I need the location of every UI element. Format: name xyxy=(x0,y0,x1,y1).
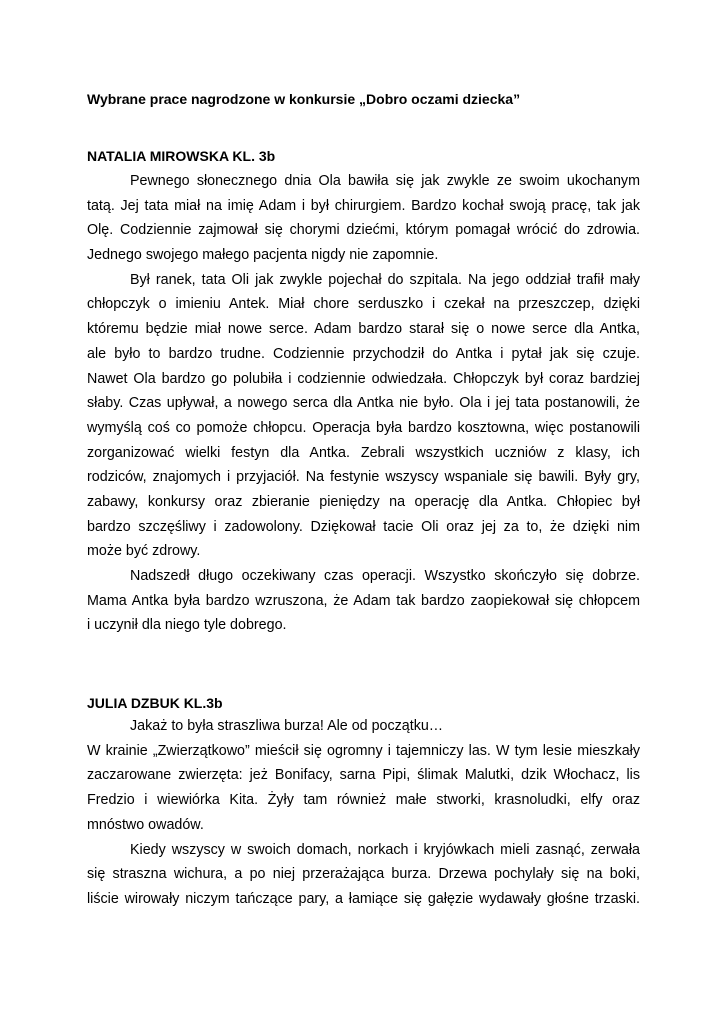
document-title: Wybrane prace nagrodzone w konkursie „Dobro oczami dziecka” xyxy=(87,91,521,107)
text-line: liście wirowały niczym tańczące pary, a łamiące się gałęzie wydawały głośne trzaski. xyxy=(87,890,640,907)
text-line: chłopczyk o imieniu Antek. Miał chore serduszko i czekał na przeszczep, dzięki xyxy=(87,296,640,313)
text-line: Jakaż to była straszliwa burza! Ale od początku… xyxy=(130,718,444,735)
story-body xyxy=(87,169,640,638)
text-line: i uczynił dla niego tyle dobrego. xyxy=(87,617,287,634)
text-line: któremu będzie miał nowe serce. Adam bardzo starał się o nowe serce dla Antka, xyxy=(87,321,640,338)
document-page xyxy=(87,88,640,912)
text-line: wymyślą coś co pomoże chłopcu. Operacja była bardzo kosztowna, więc postanowili xyxy=(87,419,640,436)
text-line: Jednego swojego małego pacjenta nigdy nie zapomnie. xyxy=(87,247,439,264)
text-line: bardzo szczęśliwy i zadowolony. Dziękował tacie Oli oraz jej za to, że dzięki nim xyxy=(87,518,640,535)
text-line: ale było to bardzo trudne. Codziennie przychodził do Antka i pytał jak się czuje. xyxy=(87,345,640,362)
text-line: zaczarowane zwierzęta: jeż Bonifacy, sarna Pipi, ślimak Malutki, dzik Włochacz, lis xyxy=(87,767,640,784)
text-line: się straszna wichura, a po niej przerażająca burza. Drzewa pochylały się na boki, xyxy=(87,866,640,883)
text-line: Fredzio i wiewiórka Kita. Żyły tam również małe stworki, krasnoludki, elfy oraz xyxy=(87,792,640,809)
text-line: Olę. Codziennie zajmował się chorymi dziećmi, którym pomagał wrócić do zdrowia. xyxy=(87,222,640,239)
text-line: Był ranek, tata Oli jak zwykle pojechał do szpitala. Na jego oddział trafił mały xyxy=(130,271,640,288)
text-line: Mama Antka była bardzo wzruszona, że Adam tak bardzo zaopiekował się chłopcem xyxy=(87,592,640,609)
story-natalia xyxy=(87,145,640,638)
text-line: W krainie „Zwierzątkowo” mieścił się ogromny i tajemniczy las. W tym lesie mieszkały xyxy=(87,742,640,759)
text-line: Pewnego słonecznego dnia Ola bawiła się jak zwykle ze swoim ukochanym xyxy=(130,173,640,189)
text-line: Nadszedł długo oczekiwany czas operacji. Wszystko skończyło się dobrze. xyxy=(130,568,640,584)
story-julia xyxy=(87,692,640,912)
text-line: zabawy, konkursy oraz zbieranie pieniędzy na operację dla Antka. Chłopiec był xyxy=(87,493,640,510)
story-author: NATALIA MIROWSKA KL. 3b xyxy=(87,148,276,164)
text-line: rodziców, znajomych i przyjaciół. Na festynie wszyscy wspaniale się bawili. Były gry, xyxy=(87,469,640,486)
text-line: słaby. Czas upływał, a nowego serca dla Antka nie było. Ola i jej tata postanowili, że xyxy=(87,395,640,412)
text-line: tatą. Jej tata miał na imię Adam i był chirurgiem. Bardzo kochał swoją pracę, tak jak xyxy=(87,197,640,214)
text-line: Kiedy wszyscy w swoich domach, norkach i kryjówkach mieli zasnąć, zerwała xyxy=(130,841,640,858)
story-author: JULIA DZBUK KL.3b xyxy=(87,695,223,712)
text-line: mnóstwo owadów. xyxy=(87,816,204,833)
text-line: zorganizować wielki festyn dla Antka. Zebrali wszystkich uczniów z klasy, ich xyxy=(87,444,640,461)
text-line: może być zdrowy. xyxy=(87,543,201,560)
text-line: Nawet Ola bardzo go polubiła i codziennie odwiedzała. Chłopczyk był coraz bardziej xyxy=(87,370,640,387)
story-body xyxy=(87,714,640,912)
